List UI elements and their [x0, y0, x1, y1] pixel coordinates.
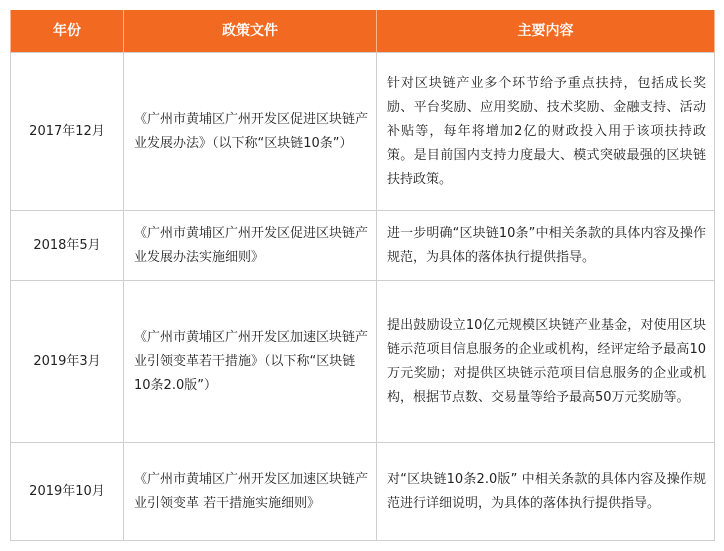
table-row [11, 443, 715, 541]
content-cell: 进一步明确“区块链10条”中相关条款的具体内容及操作规范，为具体的落体执行提供指导。 [377, 211, 715, 281]
content-cell: 对“区块链10条2.0版” 中相关条款的具体内容及操作规范进行详细说明，为具体的落体执行提供指导。 [377, 443, 715, 541]
column-header-document: 政策文件 [124, 10, 377, 53]
table-row [11, 281, 715, 443]
content-cell: 提出鼓励设立10亿元规模区块链产业基金，对使用区块链示范项目信息服务的企业或机构，经评定给予最高10万元奖励；对提供区块链示范项目信息服务的企业或机构，根据节点数、交易量等给予最高50万元奖励等。 [377, 281, 715, 443]
document-cell: 《广州市黄埔区广州开发区促进区块链产业发展办法实施细则》 [124, 211, 377, 281]
year-cell: 2018年5月 [11, 211, 124, 281]
document-cell: 《广州市黄埔区广州开发区加速区块链产业引领变革 若干措施实施细则》 [124, 443, 377, 541]
year-cell: 2019年3月 [11, 281, 124, 443]
content-cell: 针对区块链产业多个环节给予重点扶持，包括成长奖励、平台奖励、应用奖励、技术奖励、金融支持、活动补贴等，每年将增加2亿的财政投入用于该项扶持政策。是目前国内支持力度最大、模式突破最强的区块链扶持政策。 [377, 53, 715, 211]
column-header-content: 主要内容 [377, 10, 715, 53]
document-cell: 《广州市黄埔区广州开发区促进区块链产业发展办法》（以下称“区块链10条”） [124, 53, 377, 211]
policy-table [10, 10, 715, 541]
document-cell: 《广州市黄埔区广州开发区加速区块链产业引领变革若干措施》（以下称“区块链10条2.0版”） [124, 281, 377, 443]
year-cell: 2017年12月 [11, 53, 124, 211]
table-header-row [11, 10, 715, 53]
table-row [11, 211, 715, 281]
table-row [11, 53, 715, 211]
year-cell: 2019年10月 [11, 443, 124, 541]
column-header-year: 年份 [11, 10, 124, 53]
